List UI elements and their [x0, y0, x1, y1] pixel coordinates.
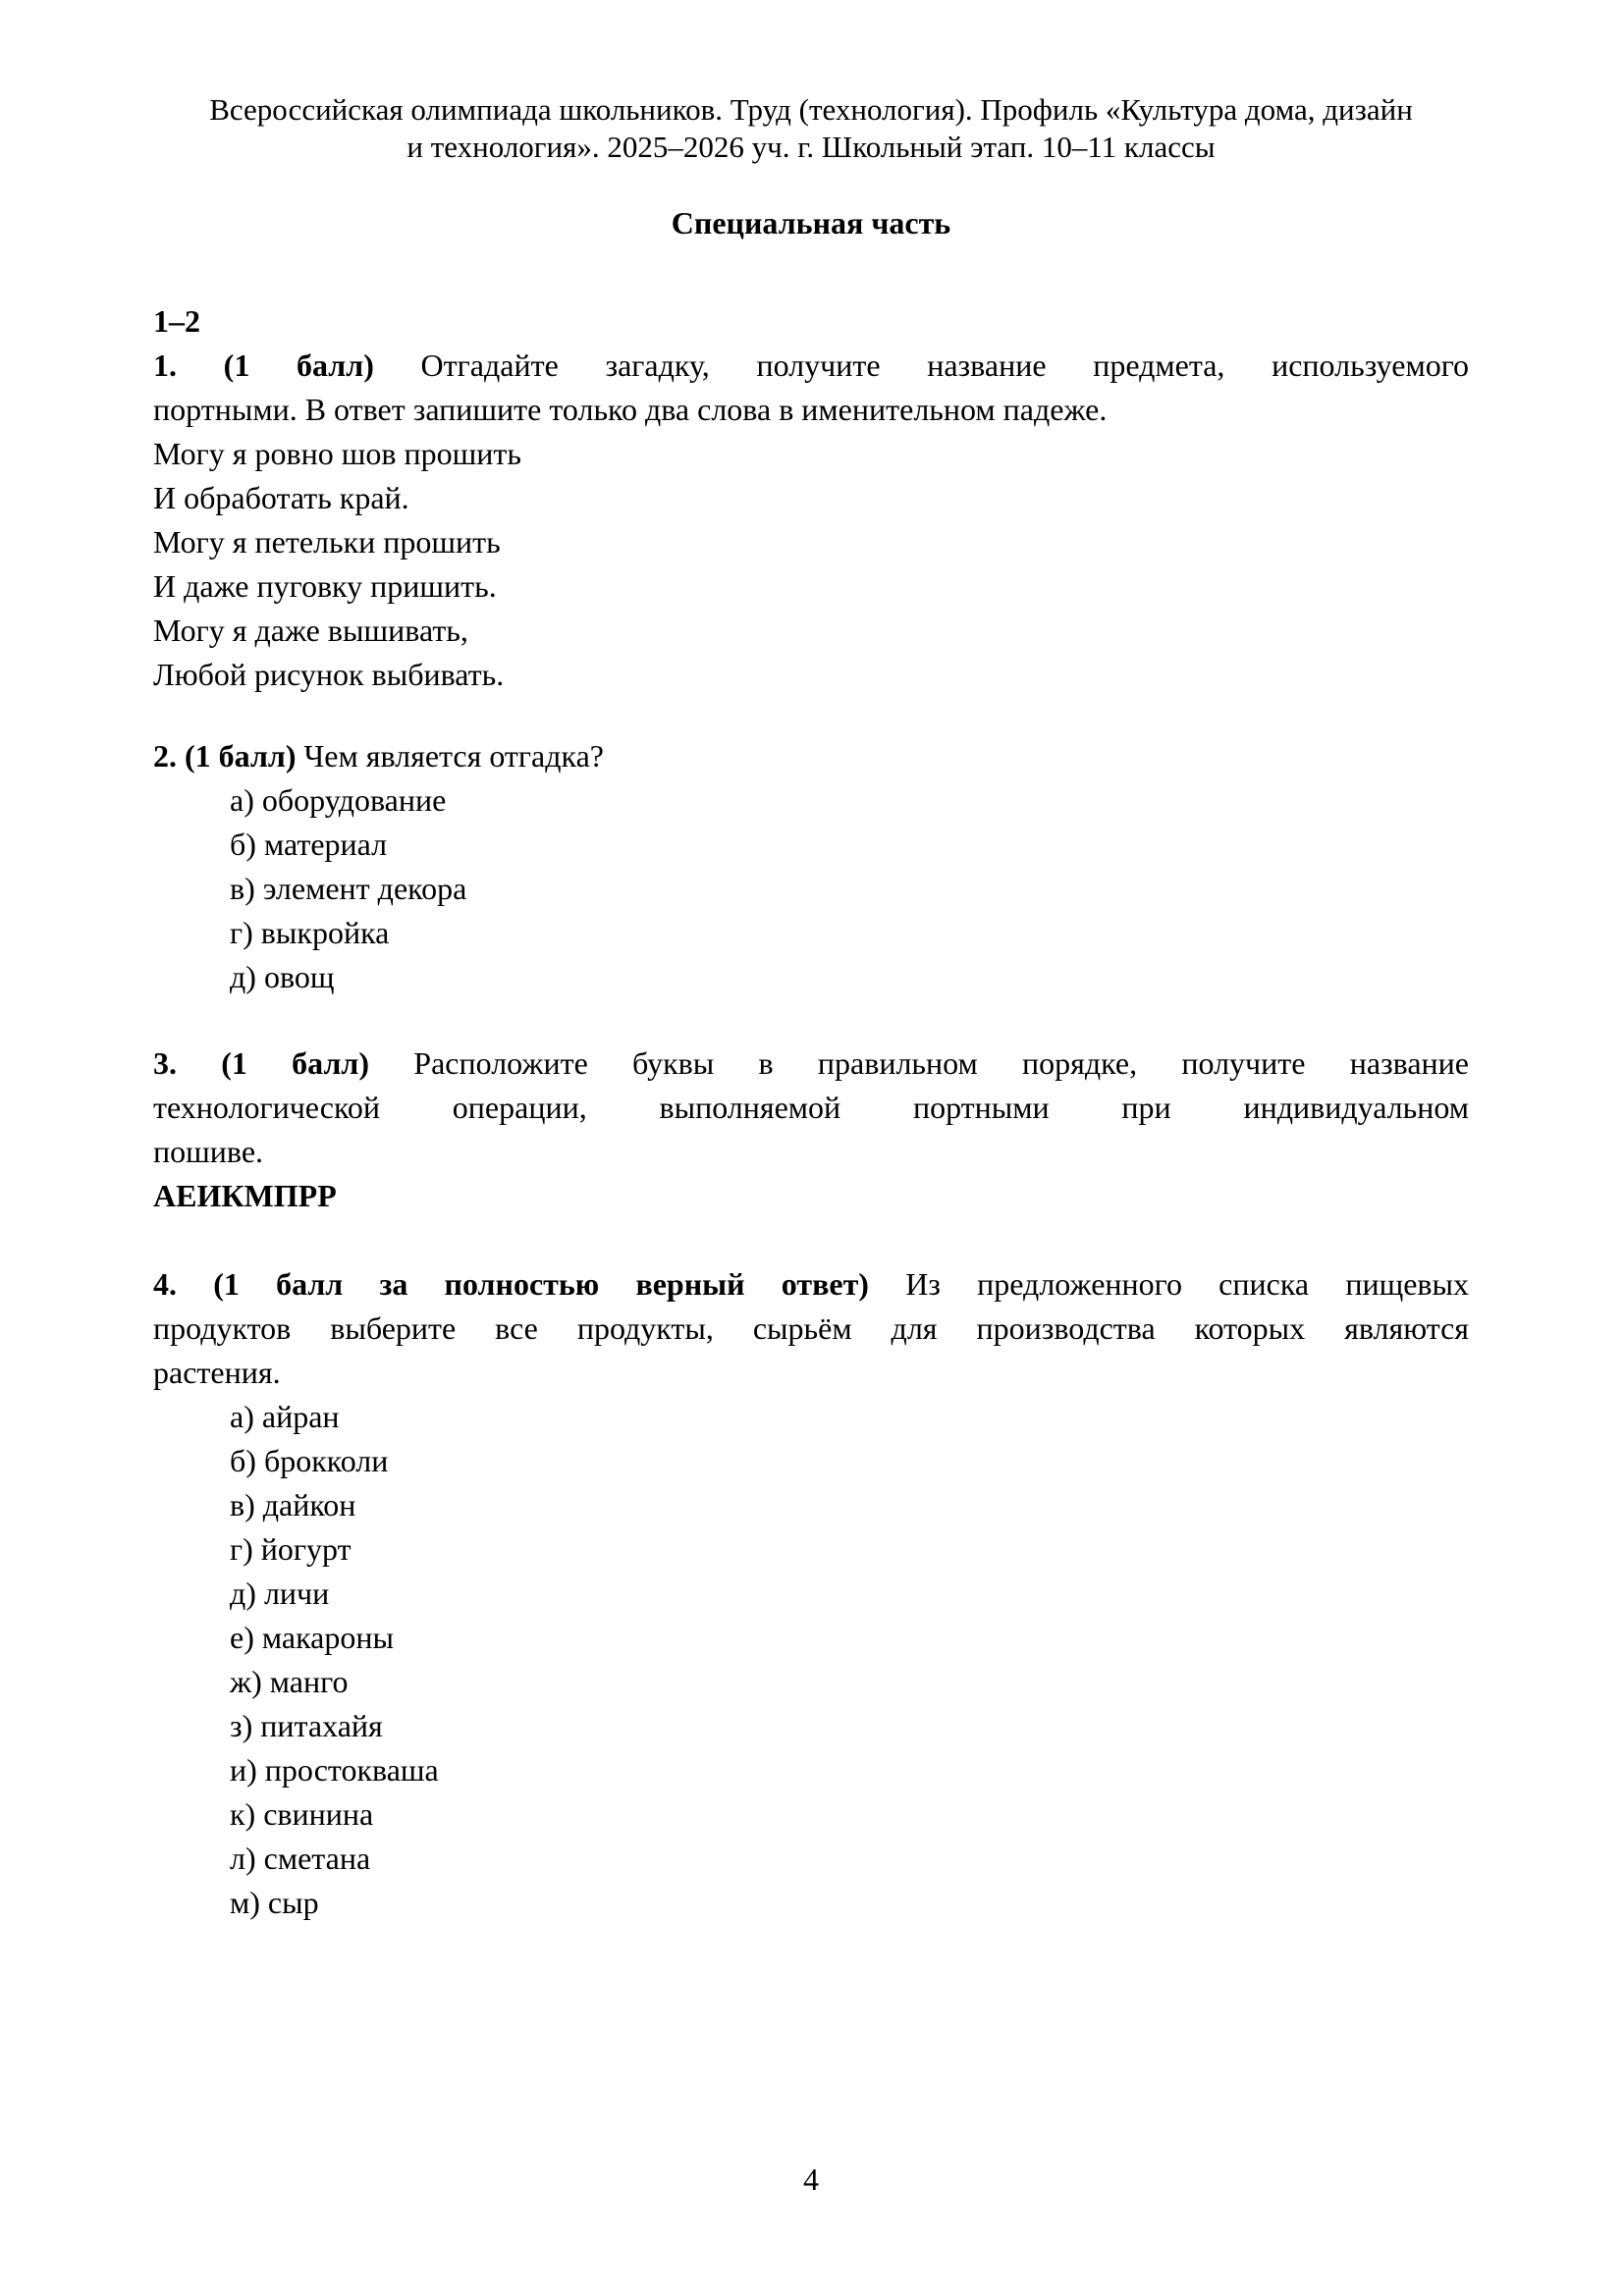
- question-4-number: 4. (1 балл за полностью верный ответ): [153, 1266, 869, 1302]
- question-2-text: Чем является отгадка?: [303, 738, 604, 774]
- question-1-text: Отгадайте загадку, получите название предмета, используемого: [420, 347, 1470, 383]
- question-3-line-1: [153, 1041, 1469, 1086]
- riddle-line: Любой рисунок выбивать.: [153, 657, 505, 692]
- question-3-number: 3. (1 балл): [153, 1045, 370, 1081]
- option-item: в) дайкон: [230, 1487, 356, 1522]
- question-4: [153, 1262, 1469, 1925]
- question-4-options: [153, 1395, 1469, 1925]
- question-2-line-1: [153, 734, 1469, 778]
- option-item: г) йогурт: [230, 1531, 352, 1567]
- question-4-line-1: [153, 1262, 1469, 1307]
- question-2-options: [153, 778, 1469, 999]
- question-1-riddle: [153, 432, 1469, 697]
- header-line-2: и технология». 2025–2026 уч. г. Школьный этап. 10–11 классы: [406, 130, 1216, 164]
- header-line-1: Всероссийская олимпиада школьников. Труд (технология). Профиль «Культура дома, дизайн: [209, 92, 1413, 127]
- question-3: [153, 1041, 1469, 1218]
- option-item: а) айран: [230, 1399, 340, 1434]
- option-item: е) макароны: [230, 1620, 394, 1655]
- option-item: б) брокколи: [230, 1443, 389, 1478]
- option-item: б) материал: [230, 827, 388, 862]
- riddle-line: Могу я ровно шов прошить: [153, 436, 521, 471]
- task-range-label: 1–2: [153, 303, 200, 339]
- question-4-text: Из предложенного списка пищевых: [905, 1266, 1470, 1302]
- question-3-line-2: технологической операции, выполняемой портными при индивидуальном: [153, 1090, 1469, 1125]
- riddle-line: И даже пуговку пришить.: [153, 568, 497, 604]
- page-number: 4: [803, 2162, 819, 2197]
- option-item: д) личи: [230, 1575, 330, 1611]
- option-item: к) свинина: [230, 1796, 374, 1832]
- option-item: д) овощ: [230, 959, 335, 994]
- option-item: л) сметана: [230, 1841, 371, 1876]
- question-4-line-3: растения.: [153, 1355, 281, 1390]
- document-header: [153, 91, 1469, 166]
- question-3-letters: АЕИКМПРР: [153, 1178, 337, 1213]
- option-item: ж) манго: [230, 1664, 349, 1699]
- option-item: г) выкройка: [230, 915, 390, 950]
- question-4-line-2: продуктов выберите все продукты, сырьём для производства которых являются: [153, 1310, 1469, 1346]
- question-1: [153, 344, 1469, 697]
- page-title: Специальная часть: [671, 205, 951, 240]
- question-2: [153, 734, 1469, 999]
- option-item: и) простокваша: [230, 1752, 439, 1788]
- riddle-line: Могу я петельки прошить: [153, 524, 501, 560]
- riddle-line: Могу я даже вышивать,: [153, 613, 468, 648]
- riddle-line: И обработать край.: [153, 480, 409, 515]
- question-3-text: Расположите буквы в правильном порядке, получите название: [413, 1045, 1470, 1081]
- question-1-line-1: [153, 344, 1469, 388]
- option-item: а) оборудование: [230, 782, 447, 818]
- question-1-number: 1. (1 балл): [153, 347, 374, 383]
- question-2-number: 2. (1 балл): [153, 738, 297, 774]
- option-item: м) сыр: [230, 1885, 319, 1920]
- question-3-line-3: пошиве.: [153, 1134, 264, 1169]
- option-item: з) питахайя: [230, 1708, 383, 1743]
- question-1-line-2: портными. В ответ запишите только два слова в именительном падеже.: [153, 392, 1108, 427]
- option-item: в) элемент декора: [230, 871, 467, 906]
